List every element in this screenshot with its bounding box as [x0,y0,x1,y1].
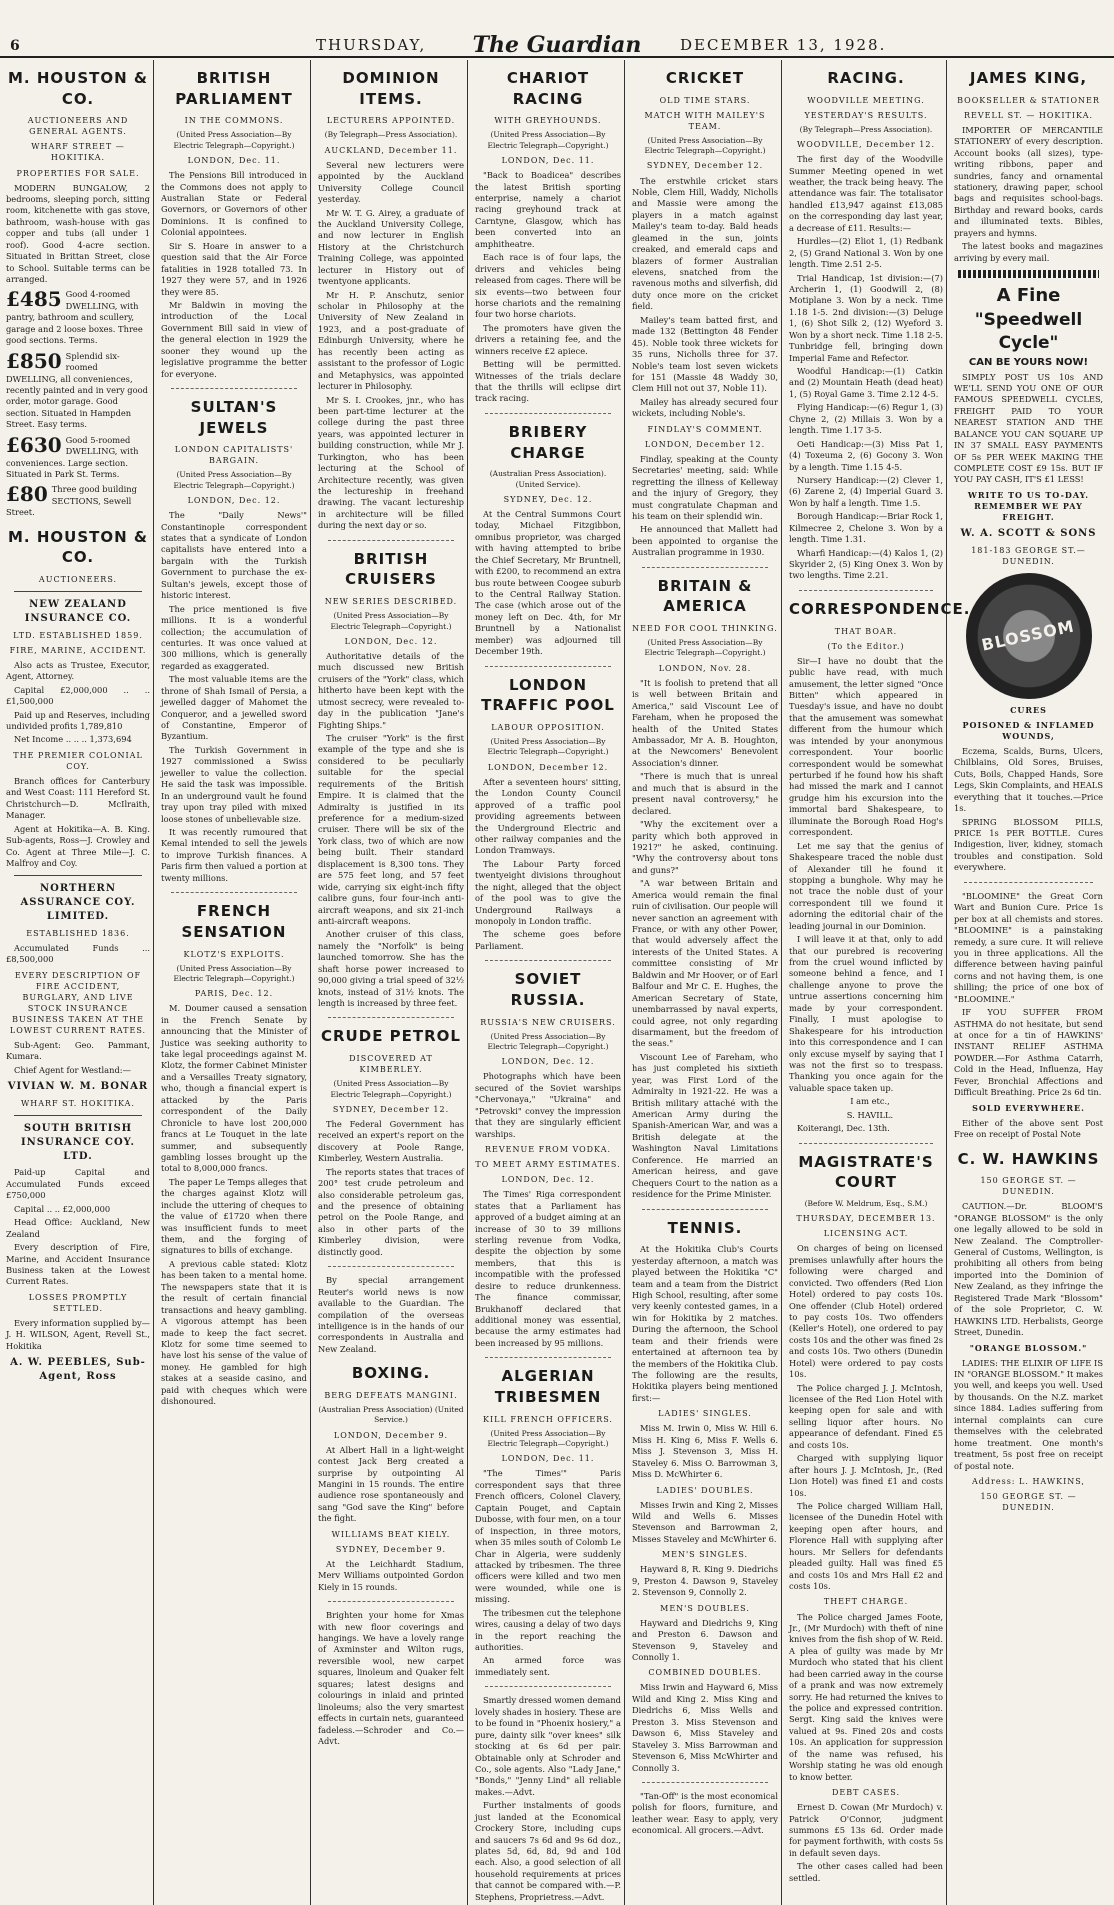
paragraph: Another cruiser of this class, namely the "Norfolk" is being launched tomorrow. She has the shaft horse power increased to 90,000 giving a trial speed of 32½ knots, instead of 31½ knots. The length is increased by three feet. [318,929,464,1009]
paragraph: Let me say that the genius of Shakespeare traced the noble dust of Alexander till he found it stopping a bunghole. Why may he not trace the noble dust of your correspondent till we found it adorning the editorial chair of the leading journal in our Dominion. [789,840,943,931]
paragraph: Mr Baldwin in moving the introduction of the Local Government Bill said in view of the general election in 1929 the sooner they wound up the legislative programme the better for everyone. [161,299,307,379]
paragraph: The Pensions Bill introduced in the Commons does not apply to Australian State or Federal Governors, or Governors of other Dominions. It is confined to Colonial appointees. [161,170,307,238]
dateline: LONDON, Dec. 11. [187,156,281,166]
paragraph: Findlay, speaking at the County Secretaries' meeting, said: While regretting the illness of Kelleway and the injury of Gregory, they must congratulate Chapman and his team on their splendid win. [632,453,778,521]
press-credit: (United Press Association—By Electric Telegraph—Copyright.) [487,130,609,150]
paragraph: Each race is of four laps, the drivers and vehicles being released from cages. There will be six events—two between four horse chariots and the remaining four two horse chariots. [475,252,621,320]
ad-sbi-desc: Every description of Fire, Marine, and Accident Insurance Business taken at the Lowest Current Rates. [6,1242,150,1287]
divider [14,1115,142,1116]
column-7-advertisements [954,60,1106,1905]
press-credit: (United Press Association—By Electric Telegraph—Copyright.) [173,470,295,490]
paragraph: "Why the excitement over a parity which both approved in 1921?" he asked, continuing. "Why the controversy about tons and guns?" [632,819,778,875]
dateline: LONDON, Dec. 11. [501,156,595,166]
ad-cycle-line-1: A Fine [996,285,1061,306]
paragraph: Ernest D. Cowan (Mr Murdoch) v. Patrick O'Connor, judgment summons £5 13s 6d. Order made for payment forthwith, with costs 5s in default seven days. [789,1802,943,1858]
press-credit: (Australian Press Association). (United Service). [489,469,607,489]
paragraph: S. HAVILL. [846,1109,894,1120]
press-credit: (By Telegraph—Press Association). [799,124,933,134]
divider [328,1601,454,1602]
ad-sbi-losses: LOSSES PROMPTLY SETTLED. [28,1292,128,1313]
ornamental-rule [958,270,1099,278]
headline-bribery-charge: BRIBERY CHARGE [508,422,588,462]
paragraph: The paper Le Temps alleges that the charges against Klotz will include the uttering of cheques to the value of £1720 when there was insufficient funds to meet them, and the forging of signatures to bills of exchange. [161,1176,307,1256]
masthead [0,0,1114,58]
ad-northern-agent: VIVIAN W. M. BONAR [7,1081,149,1093]
divider [642,1782,768,1783]
paragraph: Koiterangi, Dec. 13th. [797,1123,890,1134]
subhead: MEN'S SINGLES. [661,1550,749,1560]
dateline: SYDNEY, December 12. [332,1104,450,1114]
ad-scott-addr: 181-183 GEORGE ST.—DUNEDIN. [971,545,1086,566]
headline-correspondence: CORRESPONDENCE. [789,599,971,618]
paragraph: IF YOU SUFFER FROM ASTHMA do not hesitate, but send at once for a tin of HAWKINS' INSTANT RELIEF ASTHMA POWDER.—For Asthma Catarrh, Cold in the Head, Influenza, Hay Fever, Bronchial Affections and Difficult Breathing. Price 2s 6d tin. [954,1007,1103,1098]
press-credit: (United Press Association—By Electric Telegraph—Copyright.) [330,1079,452,1099]
ad-properties-head: PROPERTIES FOR SALE. [16,168,140,178]
ad-houston-street: WHARF STREET — HOKITIKA. [31,142,125,163]
dateline: LONDON, December 12. [487,762,609,772]
ad-sbi-peebles: A. W. PEEBLES, Sub-Agent, Ross [10,1357,146,1383]
ad-bungalow: MODERN BUNGALOW, 2 bedrooms, sleeping porch, sitting room, kitchenette with gas stove, bathroom, wash-house with gas copper and tubs (all under 1 roof). Good 4-acre section. Situated in Brittan Street, close to School. Suitable terms can be arranged. [6,182,150,285]
paragraph: The "Daily News'" Constantinople correspondent states that a syndicate of London capitalists have entered into a bargain with the Turkish Government to purchase the ex-Sultan's jewels, except those of historic interest. [161,510,307,601]
ad-address: Address: L. HAWKINS, [972,1476,1085,1486]
divider [485,960,611,961]
paragraph: Betting will be permitted. Witnesses of the trials declare that the thrills will eclipse dirt track racing. [475,359,621,404]
subhead: YESTERDAY'S RESULTS. [804,110,928,120]
paragraph: The promoters have given the drivers a retaining fee, and the winners receive £2 apiece. [475,322,621,356]
paragraph: The first day of the Woodville Summer Meeting opened in wet weather, the track being heavy. The attendance was fair. The totalisator handled £13,947 against £13,085 on the corresponding day last year, a decrease of £11. Results:— [789,154,943,233]
paragraph: Sir—I have no doubt that the public have read, with much amusement, the letter signed "Once Bitten" which appeared in Tuesday's issue, and have no doubt that the amusement was somewhat different from the humour which was intended by your anonymous correspondent. Your boorlic correspondent would be somewhat perturbed if he found how his shaft had missed the mark and I cannot grudge him his excursion into the immortal bard Shakespeare, to illuminate the Borough Road Hog's correspondent. [789,655,943,838]
paragraph: The erstwhile cricket stars Noble, Clem Hill, Waddy, Nicholls and Massie were among the players in a match against Mailey's team to-day. Bald heads gleamed in the sun, joints creaked, and emerald caps and blazers of former Australian elevens, snatched from the ravenous moths and silverfish, did duty once more on the cricket field. [632,175,778,312]
paragraph: Hayward and Diedrichs 9, King and Preston 6. Dawson and Stevenson 9, Staveley and Connolly 1. [632,1617,778,1662]
ad-hawkins-title: C. W. HAWKINS [957,1149,1100,1168]
headline-cricket: CRICKET [665,69,745,87]
property-3-text: Good 5-roomed DWELLING, with conveniences. Large section. Situated in Park St. Terms. [6,434,139,480]
paragraph: At the Hokitika Club's Courts yesterday afternoon, a match was played between the Hokitika "C" team and a team from the District High School, resulting, after some very keenly contested games, in a win for Hokitika by 2 matches. During the afternoon, the School team and their friends were entertained at afternoon tea by the members of the Hokitika Club. The following are the results, Hokitika players being mentioned first:— [632,1244,778,1403]
press-credit: (United Press Association—By Electric Telegraph—Copyright.) [487,737,609,757]
dateline: LONDON, Dec. 11. [501,1454,595,1464]
issue-day: THURSDAY, [316,36,427,54]
paragraph: The Federal Government has received an expert's report on the discovery at Poole Range, Kimberley, Western Australia. [318,1118,464,1164]
headline-racing: RACING. [827,69,905,87]
paragraph: "The Times'" Paris correspondent says that three French officers, Colonel Clavery, Captain Pouget, and Captain Dubosse, with four men, on a tour of inspection, in three motors, when 35 miles south of Colomb Le Char in Algeria, were suddenly attacked by tribesmen. The three officers were killed and two men were wounded, while one is missing. [475,1468,621,1605]
paragraph: The reports states that traces of 200° test crude petroleum and also considerable petroleum gas, and the presence of obtaining petrol on the Poole Range, and also in other parts of the Kimberley division, were distinctly good. [318,1166,464,1257]
paragraph: "There is much that is unreal and much that is absurd in the present naval controversy," he declared. [632,771,778,816]
paragraph: Charged with supplying liquor after hours J. J. McIntosh, Jr., (Red Lion Hotel) was fined £1 and costs 10s. [789,1453,943,1498]
headline-british-cruisers: BRITISH CRUISERS [345,549,437,589]
paragraph: Oeti Handicap:—(3) Miss Pat 1, (4) Toxeuma 2, (6) Gocony 3. Won by a length. Time 1.15 4-5. [789,438,943,472]
column-6-news [789,60,971,1905]
paragraph: Nursery Handicap:—(2) Clever 1, (6) Zarene 2, (4) Imperial Guard 3. Won by half a length. Time 1.5. [789,474,943,508]
ad-cycle-line-3: Cycle" [998,333,1059,354]
paragraph: "Tan-Off" is the most economical polish for floors, furniture, and leather wear. Easy to apply, very economical. All grocers.—Advt. [632,1790,778,1836]
ad-orange-blossom: "ORANGE BLOSSOM." [969,1342,1088,1353]
press-credit: (United Press Association—By Electric Telegraph—Copyright.) [487,1428,609,1449]
property-1-text: Good 4-roomed DWELLING, with pantry, bathroom and scullery, garage and 2 loose boxes. Three good sections. Terms. [6,289,143,346]
paragraph: After a seventeen hours' sitting, the London County Council approved of a traffic pool providing agreements between the Underground Electric and other railway companies and the London Tramways. [475,776,621,856]
paragraph: Wharfi Handicap:—(4) Kalos 1, (2) Skyrider 2, (5) King Onex 3. Won by two lengths. Time 2.21. [789,547,943,581]
divider [485,1686,611,1687]
paragraph: LADIES: THE ELIXIR OF LIFE IS IN "ORANGE BLOSSOM." It makes you well, and keeps you well. Used by thousands. On the N.Z. market since 1884. Ladies suffering from internal complaints can cure themselves with the celebrated home treatment. One month's treatment, 5s post free on receipt of postal note. [954,1357,1103,1471]
subhead: KILL FRENCH OFFICERS. [483,1414,613,1424]
ad-property-2 [6,348,150,431]
paragraph: M. Doumer caused a sensation in the French Senate by announcing that the Minister of Justice was seeking authority to take legal proceedings against M. Klotz, the former Cabinet Minister and a Versailles Treaty signatory, who, though a financial expert is attacked by the Paris correspondent of the Daily Chronicle to have lost 200,000 francs at Le Touquet in the late summer, and subsequently gambling losses brought up the total to 8,000,000 francs. [161,1003,307,1174]
ad-property-4 [6,484,150,518]
headline-french-sensation: FRENCH SENSATION [181,902,287,941]
subhead: IN THE COMMONS. [184,116,284,126]
divider [799,590,933,591]
ad-northern-chief: Chief Agent for Westland:— [14,1064,131,1075]
paragraph: Viscount Lee of Fareham, who has just completed his sixtieth year, was First Lord of the Admiralty in 1921-22. He was a British military attaché with the American Army during the Spanish-American War, and was a British delegate at the Washington Naval Limitations Conference. He married an American heiress, and gave Chequers Court to the nation as a residence for the Prime Minister. [632,1051,778,1200]
paragraph: SPRING BLOSSOM PILLS, PRICE 1s PER BOTTLE. Cures Indigestion, liver, kidney, stomach troubles and constipation. Sold everywhere. [954,816,1103,873]
property-3-price: £630 [6,432,62,457]
headline-boxing: BOXING. [351,1364,431,1383]
ad-northern-title: NORTHERN ASSURANCE COY. LIMITED. [20,883,136,923]
subhead: MATCH WITH MAILEY'S TEAM. [644,110,766,131]
subhead: MEN'S DOUBLES. [660,1603,750,1613]
paragraph: The Labour Party forced twentyeight divisions throughout the night, alleged that the object of the pool was to give the Underground Railways a monopoly in London traffic. [475,858,621,927]
subhead: (To the Editor.) [827,641,905,651]
press-credit: (United Press Association—By Electric Telegraph—Copyright.) [644,638,766,658]
subhead: LADIES' DOUBLES. [656,1485,754,1495]
ad-sbi-cap: Capital .. .. £2,000,000 [14,1203,111,1214]
ad-nzi-est: LTD. ESTABLISHED 1859. [13,630,143,640]
ad-houston-title: M. HOUSTON & CO. [8,69,148,108]
subhead: OLD TIME STARS. [659,95,751,105]
subhead: DISCOVERED AT KIMBERLEY. [349,1054,433,1075]
ad-nzi-branch: Branch offices for Canterbury and West Coast: 111 Hereford St. Christchurch—D. McIlraith, Manager. [6,775,150,821]
ad-cycle-line-2: "Speedwell [974,309,1083,330]
ad-james-king-sub: BOOKSELLER & STATIONER [957,95,1100,105]
subhead: KLOTZ'S EXPLOITS. [183,949,285,959]
paragraph: Photographs which have been secured of the Soviet warships "Chervonaya," "Ukraina" and "Petrovski" convey the impression that they are singularly efficient warships. [475,1071,621,1139]
paragraph: He announced that Mallett had been appointed to organise the Australian programme in 1930. [632,524,778,558]
divider [14,875,142,876]
ad-houston-title-2: M. HOUSTON & CO. [8,527,148,567]
ad-sbi-paid: Paid-up Capital and Accumulated Funds exceed £750,000 [6,1167,150,1201]
paragraph: The cruiser "York" is the first example of the type and she is considered to be peculiarly suitable for the special requirements of the British Empire. It is claimed that the Admiralty is justified in its preference for a medium-sized cruiser. There will be six of the York class, two of which are now being built. Their standard displacement is 8,300 tons. They are 575 feet long, and 57 feet wide, carrying six eight-inch fifty calibre guns, four four-inch anti-aircraft weapons, and six 21-inch anti-aircraft weapons. [318,732,464,926]
property-1-price: £485 [6,287,62,312]
paragraph: Sir S. Hoare in answer to a question said that the Air Force fatalities in 1928 totalled 73. In 1927 they were 57, and in 1926 they were 85. [161,240,307,297]
ad-northern-funds: Accumulated Funds ... £8,500,000 [6,942,150,965]
paragraph: An armed force was immediately sent. [475,1655,621,1677]
ad-northern-sub: Sub-Agent: Geo. Pammant, Kumara. [6,1039,150,1062]
columns [6,60,1108,1902]
paragraph: It was recently rumoured that Kemal intended to sell the jewels to improve Turkish finances. A Paris firm then valued a portion at twenty millions. [161,826,307,883]
dateline: THURSDAY, DECEMBER 13. [796,1214,936,1224]
ad-cures: CURES [1010,704,1047,715]
subhead: COMBINED DOUBLES. [648,1668,762,1678]
divider [14,591,142,592]
paragraph: Eczema, Scalds, Burns, Ulcers, Chilblains, Old Sores, Bruises, Cuts, Boils, Chapped Hands, Sore Legs, Skin Complaints, and HEALS everything that it touches.—Price 1s. [954,745,1103,814]
paragraph: The most valuable items are the throne of Shah Ismail of Persia, a jewelled dagger of Mahomet the Conqueror, and a jewelled sword of Constantine, Emperor of Byzantium. [161,674,307,742]
divider [328,1266,454,1267]
ad-nzi-title: NEW ZEALAND INSURANCE CO. [24,599,132,624]
ad-northern-addr: WHARF ST. HOKITIKA. [21,1099,135,1109]
ad-nzi-capital: Capital £2,000,000 .. .. £1,500,000 [6,684,150,707]
property-2-text: Splendid six-roomed DWELLING, all conveniences, recently painted and in very good order, motor garage. Good section. Situated in Hampden Street. Easy terms. [6,350,148,430]
seal-text: BLOSSOM [980,616,1077,655]
paragraph: CAUTION.—Dr. BLOOM'S "ORANGE BLOSSOM" is the only one legally allowed to be sold in New Zealand. The Comptroller-General of Customs, Wellington, is prohibiting all others from being imported into the Dominion of New Zealand, as they infringe the Registered Trade Mark "Blossom" of the sole Proprietor, C. W. HAWKINS LTD. Herbalists, George Street, Dunedin. [954,1201,1103,1338]
dateline: SYDNEY, December 9. [335,1544,447,1554]
divider [964,882,1093,883]
column-3-news [318,60,468,1905]
column-1-advertisements [6,60,154,1905]
ad-scott-title: W. A. SCOTT & SONS [960,528,1097,539]
ad-address-street: 150 GEORGE ST. — DUNEDIN. [980,1491,1077,1513]
paragraph: The Times' Riga correspondent states that a Parliament has approved of a budget aiming at an increase of 30 to 39 millions sterling revenue from Vodka, despite the objection by some members, that this is incompatible with the professed desire to reduce drunkenness. The finance commissar, Brukhanoff declared that additional money was essential, because the army estimates had been increased by 95 millions. [475,1189,621,1348]
paragraph: Trial Handicap, 1st division:—(7) Archerin 1, (1) Goodwill 2, (8) Motiplane 3. Won by a neck. Time 1.18 1-5. 2nd division:—(3) Deluge 1, (6) Shot Silk 2, (12) Wyeford 3. Won by a short neck. Time 1.18 2-5. Tunbridge fell, bringing down Imperial Fame and Refector. [789,272,943,363]
subhead: NEW SERIES DESCRIBED. [324,597,458,607]
press-credit: (United Press Association—By Electric Telegraph—Copyright.) [644,135,766,156]
paragraph: Several new lecturers were appointed by the Auckland University College Council yesterday. [318,159,464,205]
dateline: LONDON, Dec. 12. [187,496,281,506]
dateline: PARIS, Dec. 12. [194,989,274,999]
page-number: 6 [10,38,20,54]
paragraph: Further instalments of goods just landed at the Economical Crockery Store, including cups and saucers 7s 6d and 9s 6d doz., plates 5d, 6d, 8d, 9d and 10d each. Also, a good selection of all household requirements at prices that cannot be compared with.—P. Stephens, Proprietress.—Advt. [475,1800,621,1902]
headline-dominion-items: DOMINION ITEMS. [342,69,440,108]
property-2-price: £850 [6,348,62,373]
paragraph: The Police charged J. J. McIntosh, licensee of the Red Lion Hotel with keeping open for sale and with selling liquor after hours. No appearance of defendant. Fined £5 and costs 10s. [789,1382,943,1450]
paragraph: Either of the above sent Post Free on receipt of Postal Note [954,1117,1103,1140]
ad-nzi-paid: Paid up and Reserves, including undivided profits 1,789,810 [6,709,150,732]
headline-london-traffic-pool: LONDON TRAFFIC POOL [481,675,615,715]
press-credit: (By Telegraph—Press Association). [324,130,458,140]
headline-british-parliament: BRITISH PARLIAMENT [175,69,293,108]
column-5-news [632,60,782,1905]
subhead: LECTURERS APPOINTED. [326,116,456,126]
subhead: TO MEET ARMY ESTIMATES. [475,1160,621,1170]
headline-tennis: TENNIS. [667,1218,743,1237]
paragraph: "BLOOMINE" the Great Corn Wart and Bunion Cure. Price 1s per box at all chemists and stores. "BLOOMINE" is a painstaking remedy, a sure cure. It will relieve you in three applications. All the difference between having painful corns and not having them, is one shilling; the price of one box of "BLOOMINE." [954,890,1103,1004]
subhead: FINDLAY'S COMMENT. [647,424,763,434]
paragraph: Miss M. Irwin 0, Miss W. Hill 6. Miss H. King 6, Miss F. Wells 6. Miss J. Stevenson 3, Miss H. Staveley 6. Miss O. Barrowman 3, Miss D. McWhirter 6. [632,1423,778,1480]
paragraph: I will leave it at that, only to add that our purebred is recovering from the cruel wound inflicted by someone behind a fence, and I challenge anyone to prove the untrue assertions concerning him made by your correspondent. Finally, I must apologise to Shakespeare for his introduction into this correspondence and I can only excuse myself by saying that I was not the first so to trespass. Thanking you once again for the valuable space taken up. [789,934,943,1093]
headline-soviet-russia: SOVIET RUSSIA. [510,970,586,1010]
paragraph: The other cases called had been settled. [789,1861,943,1883]
paragraph: Brighten your home for Xmas with new floor coverings and hangings. We have a lovely range of Axminster and Wilton rugs, reversible wool, new carpet squares, linoleum and Quaker felt squares; latest designs and colourings in inlaid and printed linoleums; also the very smartest effects in curtain nets, guaranteed fadeless.—Schroder and Co.—Advt. [318,1610,464,1746]
press-credit: (Before W. Meldrum, Esq., S.M.) [804,1198,928,1208]
paragraph: A previous cable stated: Klotz has been taken to a mental home. The newspapers state that it is the result of certain financial transactions and heavy gambling. A vigorous attempt has been made to keep the fact secret. Klotz for some time seemed to have lost his sense of the value of money. He gambled for high stakes at a seaside casino, and paid with cheques which were dishonoured. [161,1258,307,1407]
divider [328,1017,454,1018]
subhead: WILLIAMS BEAT KIELY. [331,1529,451,1539]
issue-date: DECEMBER 13, 1928. [680,36,887,54]
paragraph: By special arrangement Reuter's world news is now available to the Guardian. The compilation of the overseas intelligence is in the hands of our correspondents in Australia and New Zealand. [318,1275,464,1354]
ad-nzi-premier: THE PREMIER COLONIAL COY. [13,750,143,771]
paragraph: Miss Irwin and Hayward 6, Miss Wild and King 2. Miss King and Diedrichs 6, Miss Wells and Preston 3. Miss Stevenson and Dawson 6, Miss Staveley and Staveley 3. Miss Barrowman and Stevenson 6, Miss McWhirter and Connolly 3. [632,1682,778,1773]
paragraph: Mailey has already secured four wickets, including Noble's. [632,396,778,419]
divider [485,666,611,667]
ad-sbi-info: Every information supplied by— J. H. WILSON, Agent, Revell St., Hokitika [6,1317,150,1351]
dateline: LONDON, Nov. 28. [658,663,752,673]
paragraph: The latest books and magazines arriving by every mail. [954,241,1103,263]
press-credit: (United Press Association—By Electric Telegraph—Copyright.) [173,963,295,983]
paragraph: The Police charged James Foote, Jr., (Mr Murdoch) with theft of nine knives from the fish shop of W. Reid. A plea of guilty was made by Mr Murdoch who stated that his client had been carried away in the course of a prank and was now extremely sorry. He had returned the knives to the police and expressed contrition. Sergt. King said the knives were valued at 9s. Fined 20s and costs 10s. An application for suppression of the name was refused, his Worship stating he was old enough to know better. [789,1611,943,1782]
ad-hawkins-addr: 150 GEORGE ST. — DUNEDIN. [980,1176,1077,1197]
press-credit: (United Press Association—By Electric Telegraph—Copyright.) [173,130,295,150]
press-credit: (United Press Association—By Electric Telegraph—Copyright.) [487,1031,609,1052]
ad-wounds: POISONED & INFLAMED WOUNDS, [962,719,1095,741]
subhead: LICENSING ACT. [823,1229,909,1239]
paragraph: Hayward 8, R. King 9. Diedrichs 9, Preston 4. Dawson 9, Staveley 2. Stevenson 9, Connolly 2. [632,1564,778,1598]
column-2-news [161,60,311,1905]
subhead: LADIES' SINGLES. [658,1409,752,1419]
ad-cycle-write: WRITE TO US TO-DAY. REMEMBER WE PAY FREIGHT. [967,489,1090,522]
headline-crude-petrol: CRUDE PETROL [321,1027,461,1046]
paragraph: Authoritative details of the much discussed new British cruisers of the "York" class, which hitherto have been kept with the utmost secrecy, were revealed to-day in the publication "Jane's Fighting Ships." [318,650,464,730]
subhead: THEFT CHARGE. [823,1597,909,1607]
subhead: THAT BOAR. [834,626,898,636]
dateline: LONDON, Dec. 12. [501,1175,595,1185]
paragraph: The tribesmen cut the telephone wires, causing a delay of two days in the report reaching the authorities. [475,1607,621,1652]
ad-houston-sub-2: AUCTIONEERS. [38,575,118,585]
paragraph: Flying Handicap:—(6) Regur 1, (3) Chyne 2, (2) Millais 3. Won by a length. Time 1.17 3-5. [789,402,943,436]
divider [485,413,611,414]
headline-britain-america: BRITAIN & AMERICA [657,576,753,616]
paragraph: "It is foolish to pretend that all is well between Britain and America," said Viscount Lee of Fareham, when he proposed the health of the United States Ambassador, Mr A. B. Houghton, at the Newcomers' Benevolent Association's dinner. [632,677,778,768]
dateline: LONDON, December 9. [333,1430,449,1440]
subhead: LONDON CAPITALISTS' BARGAIN. [174,445,294,466]
paragraph: Mr H. P. Anschutz, senior scholar in Philosophy at the University of New Zealand in 1923, and a post-graduate of Edinburgh University, where he has recently been acting as assistant to the professor of Logic and Metaphysics, was appointed lecturer in Philosophy. [318,289,464,392]
paragraph: Hurdles—(2) Eliot 1, (1) Redbank 2, (5) Grand National 3. Won by one length. Time 2.51 2-5. [789,236,943,270]
ad-james-king-street: REVELL ST. — HOKITIKA. [963,110,1094,120]
paragraph: At the Leichhardt Stadium, Merv Williams outpointed Gordon Kiely in 15 rounds. [318,1558,464,1592]
ad-cycle-line-4: CAN BE YOURS NOW! [968,356,1089,368]
headline-algerian-tribesmen: ALGERIAN TRIBESMEN [494,1367,602,1406]
paragraph: IMPORTER OF MERCANTILE STATIONERY of every description. Account books (all sizes), type-writing ribbons, paper and sundries, fancy and ornamental stationery, drawing paper, school bags and requisites school-bags. Birthday and reward books, cards and illuminated texts. Bibles, prayers and hymns. [954,124,1103,238]
ad-nzi-trustee: Also acts as Trustee, Executor, Agent, Attorney. [6,659,150,682]
divider [642,567,768,568]
headline-sultans-jewels: SULTAN'S JEWELS [190,398,278,437]
dateline: LONDON, Dec. 12. [344,636,438,646]
subhead: WITH GREYHOUNDS. [494,116,602,126]
ad-property-1 [6,289,150,346]
paragraph: Mr W. T. G. Airey, a graduate of the Auckland University College, and now lecturer in English History at the Christchurch Training College, was appointed lecturer in History out of twentyone applicants. [318,207,464,287]
ad-james-king-title: JAMES KING, [969,69,1088,87]
paragraph: The scheme goes before Parliament. [475,929,621,951]
subhead: REVENUE FROM VODKA. [484,1145,612,1155]
subhead: NEED FOR COOL THINKING. [632,624,778,634]
divider [485,1357,611,1358]
paragraph: On charges of being on licensed premises unlawfully after hours the following were charged and convicted. Two offenders (Red Lion Hotel) ordered to pay costs 10s. One offender (Club Hotel) ordered to pay costs 10s. Two offenders (Keller's Hotel), one ordered to pay costs 10s and the other was fined 2s and costs 10s. Two others (Dunedin Hotel) were ordered to pay costs 10s. [789,1243,943,1380]
subhead: BERG DEFEATS MANGINI. [324,1390,458,1400]
paragraph: The Turkish Government in 1927 commissioned a Swiss jeweller to value the collection. He said the task was impossible. In an underground vault he found tray upon tray piled with mixed loose stones of unbelievable size. [161,744,307,824]
ad-houston-sub: AUCTIONEERS AND GENERAL AGENTS. [27,116,129,137]
dateline: SYDNEY, December 12. [646,161,764,171]
ad-sold: SOLD EVERYWHERE. [972,1102,1085,1113]
paragraph: The price mentioned is five millions. It is a wonderful collection; the accumulation of centuries. It was once valued at 300 millions, which is generally regarded as exaggerated. [161,603,307,671]
ad-sbi-title: SOUTH BRITISH INSURANCE COY. LTD. [20,1123,136,1162]
divider [642,1209,768,1210]
subhead: WOODVILLE MEETING. [807,95,925,105]
paragraph: "A war between Britain and America would remain the final ruin of civilisation. Our people will never sanction an agreement with France, or with any other Power, that would adversely affect the interests of the United States. A committee consisting of Mr Baldwin and Mr Hoover, or of Earl Balfour and Mr C. E. Hughes, the American Secretary of State, unembarrassed by naval experts, could agree, not only regarding disarmament, but the freedom of the seas." [632,878,778,1049]
paragraph: Smartly dressed women demand lovely shades in hosiery. These are to be found in "Phoenix hosiery," a pure, dainty silk "over knees" silk stocking at 6s 6d per pair. Obtainable only at Schroder and Co., sole agents. Also "Lady Jane," "Bonds," "Jenny Lind" all reliable makes.—Advt. [475,1695,621,1797]
dateline: WOODVILLE, December 12. [797,140,935,150]
paragraph: Mr S. I. Crookes, jnr., who has been part-time lecturer at the college during the past three years, was appointed lecturer in building construction, while Mr J. Turkington, who has been lecturing at the School of Architecture recently, was given the lectureship in freehand drawing. The vacant lectureship in architecture will be filled during the next day or so. [318,394,464,531]
press-credit: (United Press Association—By Electric Telegraph—Copyright.) [330,611,452,631]
press-credit: (Australian Press Association) (United Service.) [318,1404,464,1425]
subhead: LABOUR OPPOSITION. [491,723,605,733]
column-4-news [475,60,625,1905]
ad-property-3 [6,432,150,481]
paragraph: Mailey's team batted first, and made 132 (Bettington 48 Fender 45). Noble took three wickets for 35 runs, Nicholls three for 37. Noble's team lost seven wickets for 151 (Massie 48 Waddy 30, Clem Hill not out 37, Noble 11). [632,314,778,394]
divider [799,1143,933,1144]
paragraph: "Back to Boadicea" describes the latest British sporting enterprise, namely a chariot racing greyhound track at Carntyne, Glasgow, which has been converted into an amphitheatre. [475,170,621,249]
headline-magistrates-court: MAGISTRATE'S COURT [798,1152,934,1192]
dateline: AUCKLAND, December 11. [324,145,458,155]
ad-nzi-agents: Agent at Hokitika—A. B. King. Sub-agents, Ross—J. Crowley and Co. Agent at Three Mile—J. C. Malfroy and Coy. [6,823,150,869]
paragraph: At Albert Hall in a light-weight contest Jack Berg created a surprise by outpointing Al Mangini in 15 rounds. The entire audience rose spontaneously and sang "God save the King" before the fight. [318,1444,464,1524]
divider [328,540,454,541]
ad-sbi-office: Head Office: Auckland, New Zealand [6,1217,150,1239]
property-4-price: £80 [6,482,48,507]
subhead: RUSSIA'S NEW CRUISERS. [480,1017,616,1027]
orange-blossom-seal-icon [966,573,1092,699]
newspaper-title: The Guardian [472,32,642,58]
headline-chariot-racing: CHARIOT RACING [506,69,590,108]
property-4-text: Three good building SECTIONS, Sewell Street. [6,484,137,518]
divider [171,892,297,893]
paragraph: The Police charged William Hall, licensee of the Dunedin Hotel with keeping open after hours, and Florence Hall with supplying after hours. Mr Sellers for defendants pleaded guilty. Hall was fined £5 and costs 10s and Mrs Hall £2 and costs 10s. [789,1500,943,1592]
ad-nzi-lines: FIRE, MARINE, ACCIDENT. [9,645,147,655]
subhead: DEBT CASES. [832,1788,900,1798]
dateline: LONDON, December 12. [644,439,766,449]
paragraph: Borough Handicap:—Briar Rock 1, Kilmecree 2, Chelone 3. Won by a length. Time 1.31. [789,511,943,545]
dateline: SYDNEY, Dec. 12. [503,494,593,504]
divider [171,388,297,389]
paragraph: Woodful Handicap:—(1) Catkin and (2) Mountain Heath (dead heat) 1, (5) Royal Game 3. Time 2.12 4-5. [789,366,943,399]
ad-northern-est: ESTABLISHED 1836. [26,928,130,938]
ad-northern-desc: EVERY DESCRIPTION OF FIRE ACCIDENT, BURGLARY, AND LIVE STOCK INSURANCE BUSINESS TAKEN AT THE LOWEST CURRENT RATES. [9,970,147,1035]
paragraph: At the Central Summons Court today, Michael Fitzgibbon, omnibus proprietor, was charged with having attempted to bribe the Chief Secretary, Mr Bruntnell, with £200, to recommend an extra bus route between Coogee suburb to the Central Railway Station. The case (which arose out of the money left on Dec. 4th, for Mr Bruntnell by a Nationalist member) was adjourned till December 19th. [475,508,621,657]
ad-nzi-net: Net Income .. .. .. 1,373,694 [14,734,132,745]
paragraph: SIMPLY POST US 10s AND WE'LL SEND YOU ONE OF OUR FAMOUS SPEEDWELL CYCLES, FREIGHT PAID TO YOUR NEAREST STATION AND THE BALANCE YOU CAN SQUARE UP IN 37 SMALL EASY PAYMENTS OF 5s PER WEEK MAKING THE COMPLETE COST £9 15s. BUT IF YOU PAY CASH, IT'S £1 LESS! [954,371,1103,485]
dateline: LONDON, Dec. 12. [501,1057,595,1067]
paragraph: I am etc., [850,1096,890,1107]
paragraph: Misses Irwin and King 2, Misses Wild and Wells 6. Misses Stevenson and Barrowman 2, Misses Staveley and McWhirter 6. [632,1499,778,1544]
